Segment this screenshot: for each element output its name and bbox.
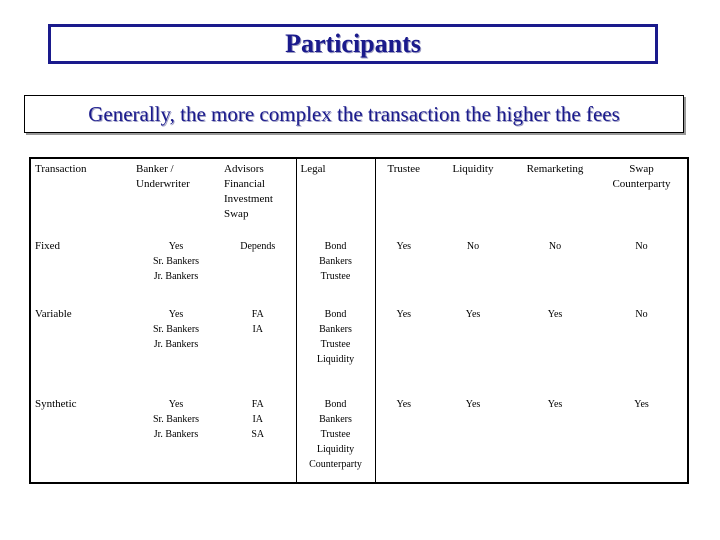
cell-liquidity: Yes — [465, 309, 481, 320]
cell-line: Yes — [168, 399, 184, 410]
cell-remarketing: Yes — [547, 399, 563, 410]
cell-line: IA — [252, 324, 264, 335]
cell-remarketing: Yes — [547, 309, 563, 320]
header-swap-line: Swap — [629, 163, 654, 175]
cell-line: Sr. Bankers — [152, 324, 200, 335]
cell-line: Jr. Bankers — [153, 271, 199, 282]
cell-trustee: Yes — [396, 399, 412, 410]
cell-line: Trustee — [320, 339, 351, 350]
cell-trustee: Yes — [396, 241, 412, 252]
header-banker-line: Underwriter — [136, 178, 190, 190]
cell-liquidity: Yes — [465, 399, 481, 410]
cell-line: Counterparty — [309, 459, 362, 470]
cell-line: Yes — [168, 241, 184, 252]
cell-line: Bond — [324, 309, 347, 320]
header-swap — [596, 159, 687, 236]
cell-legal — [296, 236, 375, 304]
header-swap-line: Counterparty — [612, 178, 671, 190]
participants-table-frame — [29, 157, 689, 484]
cell-line: Jr. Bankers — [153, 339, 199, 350]
cell-line: Trustee — [320, 429, 351, 440]
cell-line: Jr. Bankers — [153, 429, 199, 440]
cell-line: FA — [251, 399, 264, 410]
cell-banker — [132, 394, 220, 484]
cell-trustee: Yes — [396, 309, 412, 320]
cell-advisors — [220, 304, 296, 394]
table-row — [31, 304, 687, 394]
cell-swap: Yes — [634, 399, 649, 410]
cell-swap: No — [635, 241, 648, 252]
cell-transaction: Fixed — [35, 240, 61, 252]
table-row — [31, 236, 687, 304]
cell-remarketing: No — [548, 241, 562, 252]
header-legal: Legal — [296, 159, 375, 236]
cell-line: Depends — [240, 241, 276, 252]
page-subtitle: Generally, the more complex the transaction the higher the fees — [88, 101, 620, 126]
table-row — [31, 394, 687, 484]
header-trustee: Trustee — [387, 163, 421, 175]
header-advisors-line: Financial — [224, 178, 265, 190]
subtitle-box — [24, 95, 684, 133]
cell-liquidity: No — [466, 241, 480, 252]
cell-line: Yes — [168, 309, 184, 320]
header-remarketing: Remarketing — [526, 163, 584, 175]
header-banker — [132, 159, 220, 236]
header-liquidity: Liquidity — [452, 163, 494, 175]
participants-table — [31, 159, 688, 484]
header-advisors — [220, 159, 296, 236]
header-advisors-line: Swap — [224, 208, 249, 220]
cell-banker — [132, 304, 220, 394]
cell-line: Sr. Bankers — [152, 256, 200, 267]
cell-legal — [296, 304, 375, 394]
cell-transaction: Variable — [35, 308, 72, 320]
header-transaction: Transaction — [35, 163, 87, 175]
cell-line: Bond — [324, 399, 347, 410]
cell-line: FA — [251, 309, 264, 320]
cell-line: Bankers — [319, 324, 352, 335]
cell-line: IA — [252, 414, 264, 425]
cell-line: Liquidity — [316, 354, 355, 365]
page-title: Participants — [285, 29, 421, 58]
cell-line: Bond — [324, 241, 347, 252]
cell-line: SA — [251, 429, 265, 440]
cell-swap: No — [635, 309, 648, 320]
cell-advisors — [220, 236, 296, 304]
cell-transaction: Synthetic — [35, 398, 77, 410]
header-banker-line: Banker / — [136, 163, 174, 175]
cell-line: Bankers — [319, 414, 352, 425]
cell-legal — [296, 394, 375, 484]
header-advisors-line: Advisors — [224, 163, 264, 175]
cell-line: Liquidity — [316, 444, 355, 455]
cell-line: Bankers — [319, 256, 352, 267]
cell-line: Sr. Bankers — [152, 414, 200, 425]
table-header-row — [31, 159, 687, 236]
cell-advisors — [220, 394, 296, 484]
header-advisors-line: Investment — [224, 193, 273, 205]
cell-line: Trustee — [320, 271, 351, 282]
cell-banker — [132, 236, 220, 304]
title-box — [48, 24, 658, 64]
